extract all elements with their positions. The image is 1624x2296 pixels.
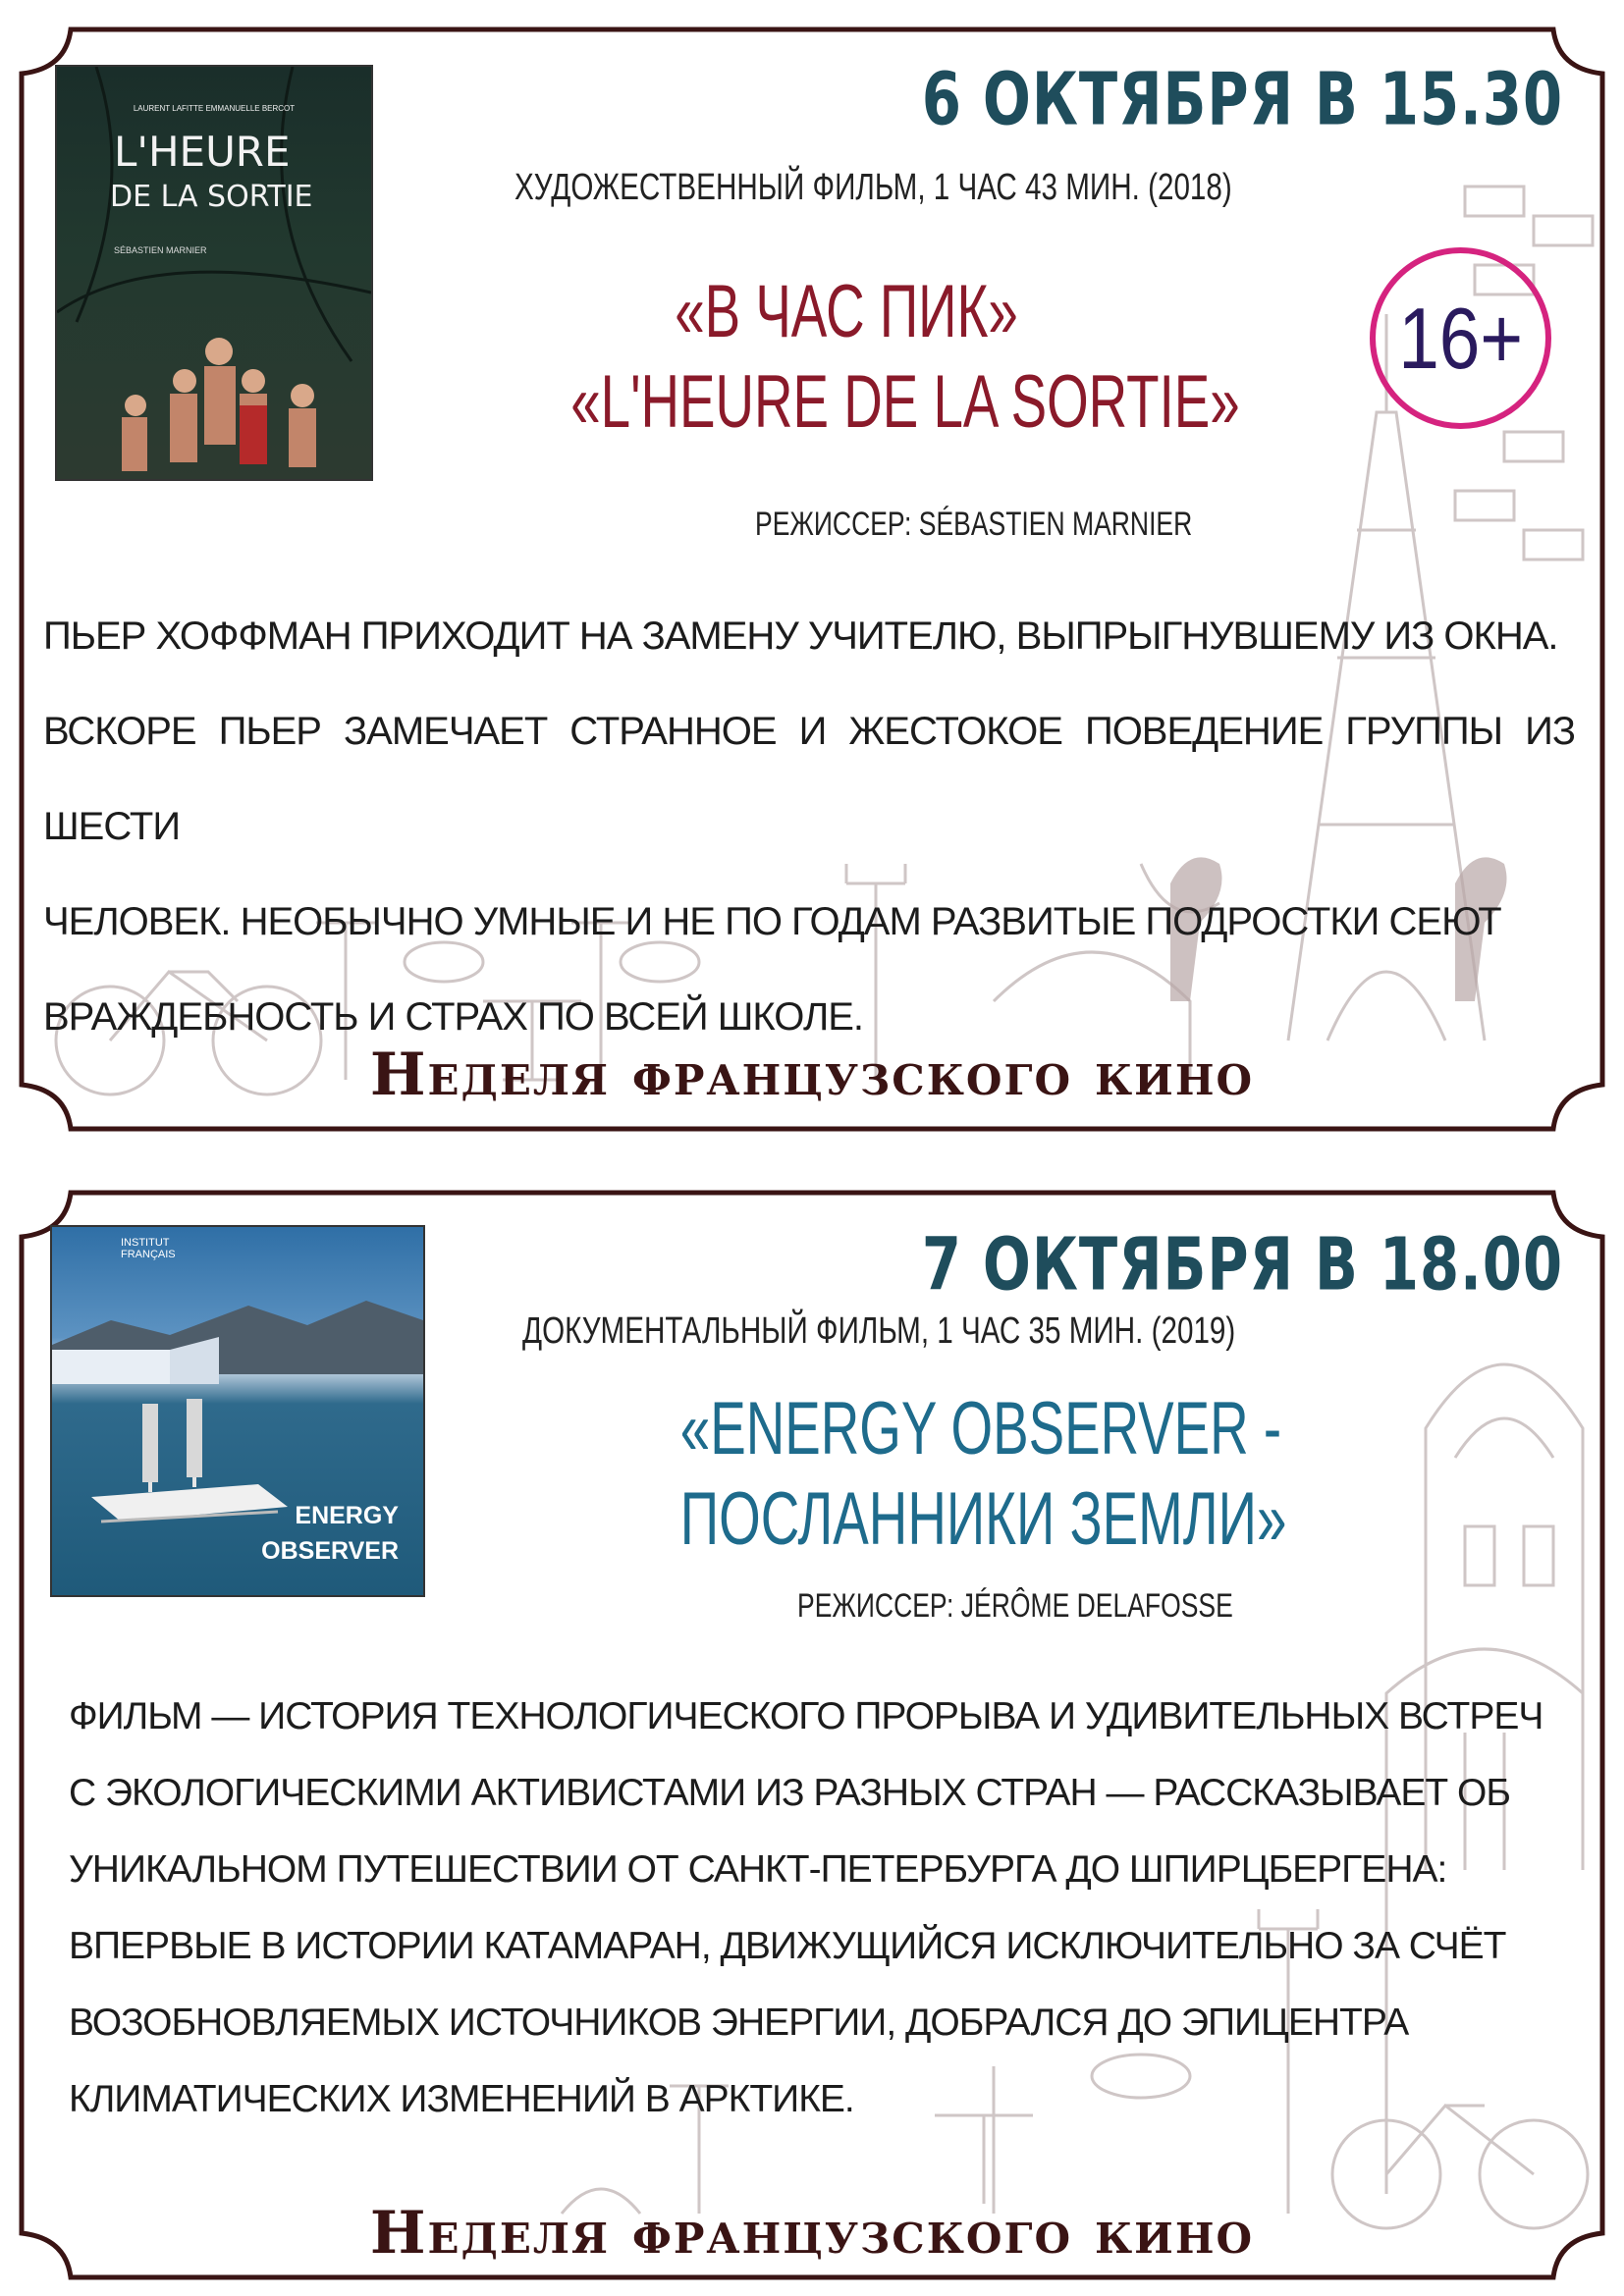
description-line: ВСКОРЕ ПЬЕР ЗАМЕЧАЕТ СТРАННОЕ И ЖЕСТОКОЕ ПОВЕДЕНИЕ ГРУППЫ ИЗ ШЕСТИ [43, 710, 1575, 848]
description-line: ФИЛЬМ — ИСТОРИЯ ТЕХНОЛОГИЧЕСКОГО ПРОРЫВА И УДИВИТЕЛЬНЫХ ВСТРЕЧ [69, 1695, 1543, 1737]
event-card-2 [12, 1183, 1612, 2287]
poster-title-top: L'HEURE [114, 128, 291, 176]
film-title-line-1: «ENERGY OBSERVER - [679, 1387, 1282, 1470]
festival-footer: Неделя французского кино [369, 1041, 1255, 1109]
event-date: 6 ОКТЯБРЯ В 15.30 [921, 59, 1563, 143]
event-date: 7 ОКТЯБРЯ В 18.00 [921, 1224, 1563, 1308]
description-line: ЧЕЛОВЕК. НЕОБЫЧНО УМНЫЕ И НЕ ПО ГОДАМ РАЗВИТЫЕ ПОДРОСТКИ СЕЮТ [43, 900, 1501, 943]
event-card-1 [12, 20, 1612, 1139]
film-description [69, 1679, 1581, 2138]
description-line: ВРАЖДЕБНОСТЬ И СТРАХ ПО ВСЕЙ ШКОЛЕ. [43, 995, 863, 1039]
film-director: РЕЖИССЕР: SÉBASTIEN MARNIER [755, 506, 1193, 543]
movie-poster [57, 67, 371, 479]
film-title [570, 267, 1240, 448]
description-line: ПЬЕР ХОФФМАН ПРИХОДИТ НА ЗАМЕНУ УЧИТЕЛЮ, ВЫПРЫГНУВШЕМУ ИЗ ОКНА. [43, 614, 1558, 658]
poster-title-2: OBSERVER [261, 1537, 399, 1565]
movie-poster [52, 1227, 423, 1595]
film-description [43, 589, 1575, 1065]
description-line: ВПЕРВЫЕ В ИСТОРИИ КАТАМАРАН, ДВИЖУЩИЙСЯ ИСКЛЮЧИТЕЛЬНО ЗА СЧЁТ [69, 1925, 1506, 1967]
poster-title-1: ENERGY [295, 1502, 399, 1529]
film-title-line-2: «L'HEURE DE LA SORTIE» [570, 360, 1240, 444]
film-info: ДОКУМЕНТАЛЬНЫЙ ФИЛЬМ, 1 ЧАС 35 МИН. (2019) [522, 1310, 1236, 1352]
film-title-line-2: ПОСЛАННИКИ ЗЕМЛИ» [679, 1477, 1287, 1561]
description-line: УНИКАЛЬНОМ ПУТЕШЕСТВИИ ОТ САНКТ-ПЕТЕРБУРГА ДО ШПИРЦБЕРГЕНА: [69, 1848, 1447, 1891]
age-rating-badge [1370, 247, 1551, 429]
age-rating-label: 16+ [1398, 289, 1523, 387]
poster-director: SÉBASTIEN MARNIER [114, 245, 207, 255]
poster-credits: LAURENT LAFITTE EMMANUELLE BERCOT [133, 104, 296, 113]
poster-title-mid: DE LA SORTIE [110, 180, 313, 214]
description-line: ВОЗОБНОВЛЯЕМЫХ ИСТОЧНИКОВ ЭНЕРГИИ, ДОБРАЛСЯ ДО ЭПИЦЕНТРА [69, 2002, 1409, 2044]
film-director: РЕЖИССЕР: JÉRÔME DELAFOSSE [797, 1587, 1233, 1625]
festival-footer: Неделя французского кино [369, 2199, 1255, 2268]
film-title-line-1: «В ЧАС ПИК» [675, 270, 1018, 353]
film-title [679, 1384, 1287, 1565]
description-line: КЛИМАТИЧЕСКИХ ИЗМЕНЕНИЙ В АРКТИКЕ. [69, 2078, 854, 2120]
poster-brand: INSTITUT FRANÇAIS [121, 1237, 176, 1260]
description-line: С ЭКОЛОГИЧЕСКИМИ АКТИВИСТАМИ ИЗ РАЗНЫХ СТРАН — РАССКАЗЫВАЕТ ОБ [69, 1772, 1510, 1814]
film-info: ХУДОЖЕСТВЕННЫЙ ФИЛЬМ, 1 ЧАС 43 МИН. (2018) [514, 167, 1232, 208]
